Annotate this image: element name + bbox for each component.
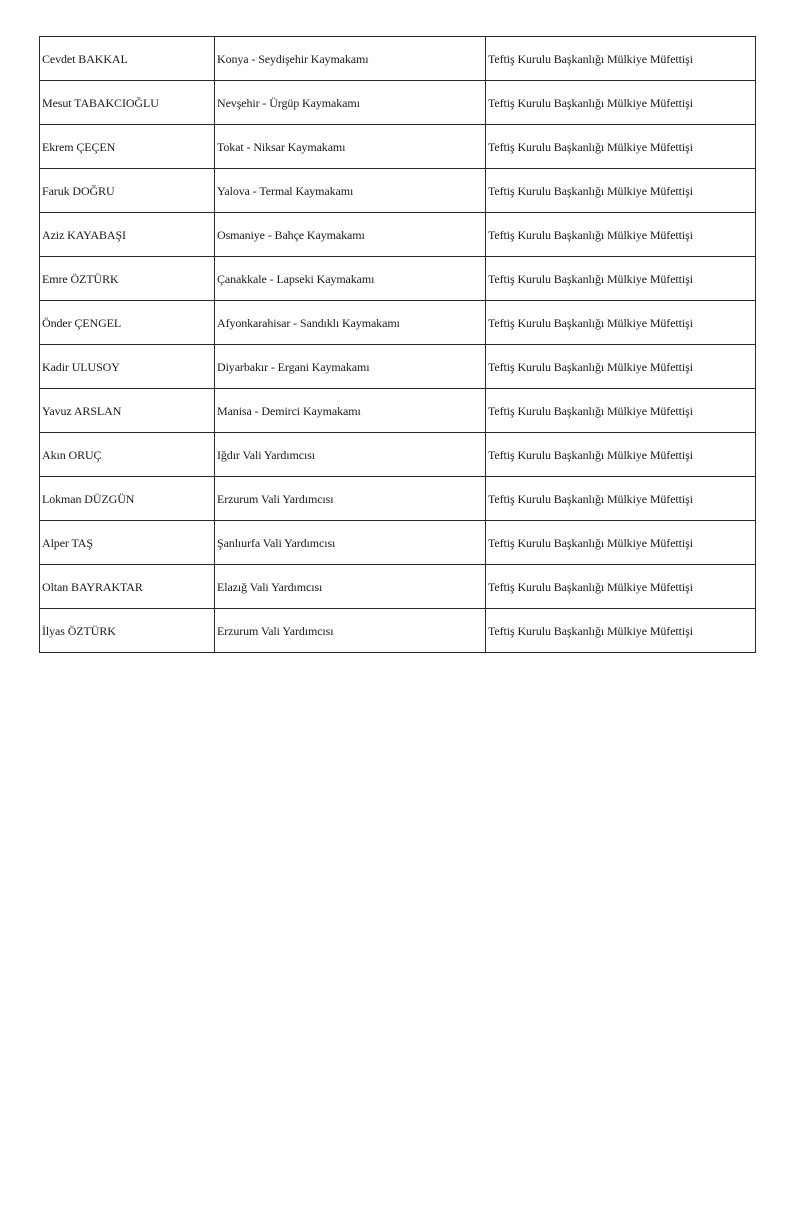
new-post-cell: Teftiş Kurulu Başkanlığı Mülkiye Müfettişi bbox=[486, 565, 756, 609]
name-cell: Kadir ULUSOY bbox=[40, 345, 215, 389]
table-row bbox=[40, 433, 756, 477]
table-row bbox=[40, 125, 756, 169]
name-cell: İlyas ÖZTÜRK bbox=[40, 609, 215, 653]
name-cell: Oltan BAYRAKTAR bbox=[40, 565, 215, 609]
table-row bbox=[40, 257, 756, 301]
new-post-cell: Teftiş Kurulu Başkanlığı Mülkiye Müfettişi bbox=[486, 213, 756, 257]
previous-post-cell: Erzurum Vali Yardımcısı bbox=[215, 477, 486, 521]
name-cell: Alper TAŞ bbox=[40, 521, 215, 565]
name-cell: Faruk DOĞRU bbox=[40, 169, 215, 213]
previous-post-cell: Manisa - Demirci Kaymakamı bbox=[215, 389, 486, 433]
table-row bbox=[40, 345, 756, 389]
name-cell: Akın ORUÇ bbox=[40, 433, 215, 477]
name-cell: Cevdet BAKKAL bbox=[40, 37, 215, 81]
new-post-cell: Teftiş Kurulu Başkanlığı Mülkiye Müfettişi bbox=[486, 433, 756, 477]
new-post-cell: Teftiş Kurulu Başkanlığı Mülkiye Müfettişi bbox=[486, 125, 756, 169]
name-cell: Ekrem ÇEÇEN bbox=[40, 125, 215, 169]
table-row bbox=[40, 565, 756, 609]
name-cell: Emre ÖZTÜRK bbox=[40, 257, 215, 301]
table-row bbox=[40, 37, 756, 81]
name-cell: Önder ÇENGEL bbox=[40, 301, 215, 345]
table-row bbox=[40, 81, 756, 125]
table-row bbox=[40, 609, 756, 653]
table-row bbox=[40, 389, 756, 433]
table-row bbox=[40, 477, 756, 521]
new-post-cell: Teftiş Kurulu Başkanlığı Mülkiye Müfettişi bbox=[486, 389, 756, 433]
new-post-cell: Teftiş Kurulu Başkanlığı Mülkiye Müfettişi bbox=[486, 37, 756, 81]
table-row bbox=[40, 213, 756, 257]
new-post-cell: Teftiş Kurulu Başkanlığı Mülkiye Müfettişi bbox=[486, 521, 756, 565]
previous-post-cell: Osmaniye - Bahçe Kaymakamı bbox=[215, 213, 486, 257]
new-post-cell: Teftiş Kurulu Başkanlığı Mülkiye Müfettişi bbox=[486, 345, 756, 389]
previous-post-cell: Elazığ Vali Yardımcısı bbox=[215, 565, 486, 609]
previous-post-cell: Nevşehir - Ürgüp Kaymakamı bbox=[215, 81, 486, 125]
new-post-cell: Teftiş Kurulu Başkanlığı Mülkiye Müfettişi bbox=[486, 609, 756, 653]
new-post-cell: Teftiş Kurulu Başkanlığı Mülkiye Müfettişi bbox=[486, 257, 756, 301]
new-post-cell: Teftiş Kurulu Başkanlığı Mülkiye Müfettişi bbox=[486, 301, 756, 345]
new-post-cell: Teftiş Kurulu Başkanlığı Mülkiye Müfettişi bbox=[486, 477, 756, 521]
name-cell: Aziz KAYABAŞI bbox=[40, 213, 215, 257]
name-cell: Yavuz ARSLAN bbox=[40, 389, 215, 433]
new-post-cell: Teftiş Kurulu Başkanlığı Mülkiye Müfettişi bbox=[486, 81, 756, 125]
previous-post-cell: Erzurum Vali Yardımcısı bbox=[215, 609, 486, 653]
table-row bbox=[40, 521, 756, 565]
previous-post-cell: Şanlıurfa Vali Yardımcısı bbox=[215, 521, 486, 565]
name-cell: Mesut TABAKCIOĞLU bbox=[40, 81, 215, 125]
previous-post-cell: Afyonkarahisar - Sandıklı Kaymakamı bbox=[215, 301, 486, 345]
assignments-table bbox=[39, 36, 756, 653]
previous-post-cell: Iğdır Vali Yardımcısı bbox=[215, 433, 486, 477]
previous-post-cell: Çanakkale - Lapseki Kaymakamı bbox=[215, 257, 486, 301]
previous-post-cell: Yalova - Termal Kaymakamı bbox=[215, 169, 486, 213]
previous-post-cell: Tokat - Niksar Kaymakamı bbox=[215, 125, 486, 169]
previous-post-cell: Diyarbakır - Ergani Kaymakamı bbox=[215, 345, 486, 389]
table-row bbox=[40, 301, 756, 345]
name-cell: Lokman DÜZGÜN bbox=[40, 477, 215, 521]
new-post-cell: Teftiş Kurulu Başkanlığı Mülkiye Müfettişi bbox=[486, 169, 756, 213]
table-row bbox=[40, 169, 756, 213]
previous-post-cell: Konya - Seydişehir Kaymakamı bbox=[215, 37, 486, 81]
